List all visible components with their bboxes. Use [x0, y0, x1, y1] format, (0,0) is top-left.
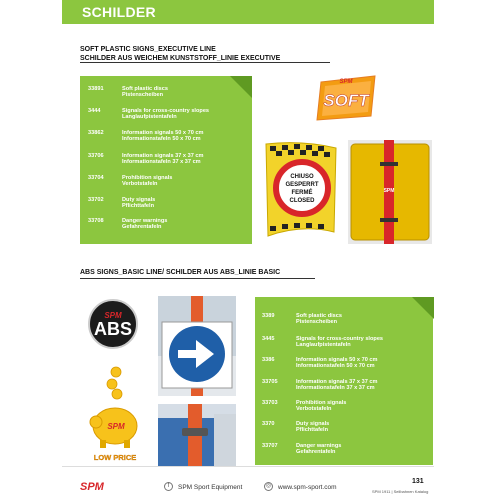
sign-text-line: GESPERRT [285, 182, 319, 188]
sign-text-line: CHIUSO [290, 174, 314, 180]
low-price-text: LOW PRICE [93, 453, 137, 462]
abs-arrow-sign-photo [158, 296, 236, 396]
facebook-icon[interactable]: f [164, 482, 173, 491]
abs-logo [88, 299, 138, 349]
page-number: 131 [412, 478, 424, 485]
soft-sign-back-photo [348, 140, 432, 244]
footer-company: SPM Sport Equipment [178, 484, 243, 491]
section1-title-en: SOFT PLASTIC SIGNS_EXECUTIVE LINE [80, 46, 216, 53]
footer-website-link[interactable]: www.spm-sport.com [278, 484, 337, 491]
globe-icon: ◎ [265, 483, 272, 489]
soft-logo-text: SOFT [323, 91, 369, 110]
section2-heading: ABS SIGNS_BASIC LINE/ SCHILDER AUS ABS_LINIE BASIC [80, 269, 281, 276]
footer-divider [62, 466, 434, 467]
low-price-brand: SPM [107, 422, 125, 431]
soft-sign-photo [262, 140, 342, 240]
abs-sign-detail-photo [158, 404, 236, 466]
footer-catalog: SPM 1911 | Seilbahnen Katalog [372, 489, 429, 494]
soft-logo-brand: SPM [339, 79, 353, 85]
section1-heading [80, 45, 280, 63]
abs-logo-text: ABS [93, 319, 132, 339]
page-title: SCHILDER [82, 4, 156, 20]
section2-underline [80, 278, 315, 279]
footer-logo: SPM [80, 481, 104, 493]
pole-brand: SPM [383, 188, 395, 194]
abs-logo-brand: SPM [104, 311, 122, 320]
low-price-logo [88, 362, 142, 468]
section1-title-de: SCHILDER AUS WEICHEM KUNSTSTOFF_LINIE EXECUTIVE [80, 55, 281, 62]
section1-underline [80, 62, 330, 63]
sign-text-line: CLOSED [289, 198, 315, 204]
soft-logo [315, 72, 377, 122]
sign-text-line: FERMÉ [291, 190, 313, 196]
